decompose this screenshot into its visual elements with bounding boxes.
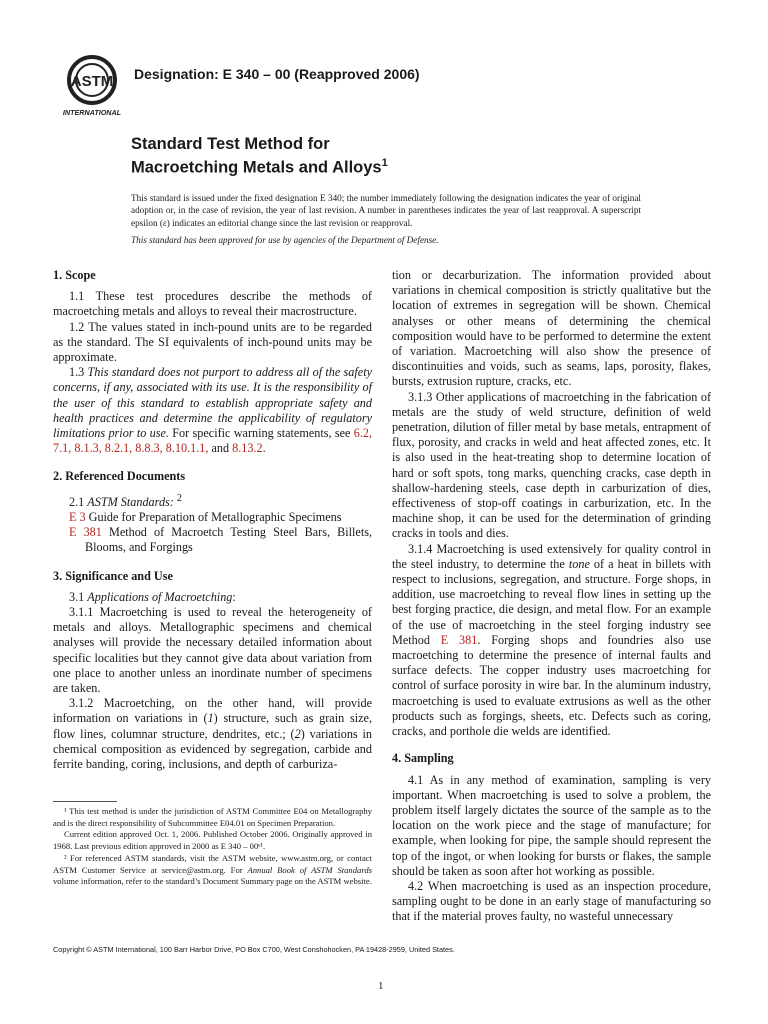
paragraph-1-3: 1.3 This standard does not purport to address all of the safety concerns, if any, associated with its use. It is the responsibility of the user of this standard to establish appropriate safety and health practices and determine the applicability of regulatory limitations prior to use. For specific warning statements, see 6.2, 7.1, 8.1.3, 8.2.1, 8.8.3, 8.10.1.1, and 8.13.2.	[53, 365, 372, 456]
footnote-1b: Current edition approved Oct. 1, 2006. Published October 2006. Originally approved in 1968. Last previous edition approved in 2000 as E 340 – 00ᵉ¹.	[53, 829, 372, 852]
left-column	[53, 268, 372, 772]
paragraph-1-2: 1.2 The values stated in inch-pound units are to be regarded as the standard. The SI equivalents of inch-pound units may be approximate.	[53, 319, 372, 365]
footnote-divider	[53, 801, 117, 802]
designation: Designation: E 340 – 00 (Reapproved 2006)	[134, 66, 420, 82]
paragraph-3-1-3: 3.1.3 Other applications of macroetching in the fabrication of metals are the study of weld structure, definition of weld penetration, dilution of filler metal by base metals, entrapment of flux, porosity, and cracks in weld and heat affected zones, etc. It is also used in the heat-treating shop to determine location of hard or soft spots, tong marks, quenching cracks, case depth in shallow-hardening steels, case depth in carburization of dies, effectiveness of stop-off coatings in carburization, etc. In the machine shop, it can be used for the determination of grinding cracks in tools and dies.	[392, 389, 711, 541]
section-heading-sampling: 4. Sampling	[392, 751, 454, 766]
referenced-doc-e3: E 3 Guide for Preparation of Metallographic Specimens	[69, 509, 342, 524]
paragraph-3-1: 3.1 Applications of Macroetching:	[69, 589, 236, 604]
warning-refs-link[interactable]: 6.2, 7.1, 8.1.3, 8.2.1, 8.8.3, 8.10.1.1,	[53, 426, 372, 456]
warning-ref-link-8-13-2[interactable]: 8.13.2	[232, 441, 263, 456]
paragraph-3-1-2-cont: tion or decarburization. The information provided about variations in chemical composition is strictly qualitative but the location of extremes in segregation will be shown. Chemical analyses or other means of determining the chemical composition would have to be performed to determine the extent of variation. Macroetching will also show the presence of discontinuities and voids, such as seams, laps, porosity, flakes, bursts, extrusion rupture, cracks, etc.	[392, 268, 711, 389]
paragraph-4-1: 4.1 As in any method of examination, sampling is very important. When macroetching is used to solve a problem, the problem itself largely dictates the source of the sample as to the location on the work piece and the stage of manufacture; for example, when looking for pipe, the sample should represent the top of the ingot, or when looking for bursts or flakes, the sample should be taken as soon after hot working as possible.	[392, 772, 711, 878]
paragraph-2-1: 2.1 ASTM Standards: $^2$	[69, 492, 182, 509]
page-number: 1	[378, 980, 384, 992]
copyright-footer: Copyright © ASTM International, 100 Barr Harbor Drive, PO Box C700, West Conshohocken, PA 19428-2959, United States.	[53, 945, 455, 954]
title-line1: Standard Test Method for	[131, 135, 330, 153]
paragraph-3-1-1: 3.1.1 Macroetching is used to reveal the heterogeneity of metals and alloys. Metallographic specimens and chemical analyses will provide the necessary detailed information about specific localities but they cannot give data about variation from one place to another unless an inordinate number of specimens are taken.	[53, 604, 372, 695]
paragraph-3-1-2: 3.1.2 Macroetching, on the other hand, will provide information on variations in (1) structure, such as grain size, flow lines, columnar structure, dendrites, etc.; (2) variations in chemical composition as evidenced by segregation, carbide and ferrite banding, coring, inclusions, and depth of carburiza-	[53, 696, 372, 771]
paragraph-3-1-4: 3.1.4 Macroetching is used extensively for quality control in the steel industry, to determine the tone of a heat in billets with respect to inclusions, segregation, and structure. Forge shops, in addition, use macroetching to reveal flow lines in setting up the best forging practice, die design, and metal flow. For an example of the use of macroetching in the steel forging industry see Method E 381. Forging shops and foundries also use macroetching to determine the presence of internal faults and surface defects. The copper industry uses macroetching for control of surface porosity in wire bar. In the aluminum industry, macroetching is used to evaluate extrusions as well as the other products such as forgings, sheets, etc. Defects such as coring, cracks, and porthole die welds are identified.	[392, 541, 712, 739]
page-title	[131, 135, 388, 178]
logo-text: ASTM	[70, 73, 114, 90]
title-footnote-mark: 1	[381, 157, 388, 169]
title-line2: Macroetching Metals and Alloys$^1$	[131, 157, 388, 177]
intro-notice: This standard is issued under the fixed designation E 340; the number immediately following the designation indicates the year of original adoption or, in the case of revision, the year of last revision. A number in parentheses indicates the year of last reapproval. A superscript epsilon (ε) indicates an editorial change since the last revision or reapproval.	[131, 193, 641, 228]
dod-notice: This standard has been approved for use by agencies of the Department of Defense.	[131, 235, 439, 245]
ref-link-e381-inline[interactable]: E 381	[440, 632, 478, 647]
logo-subtext: INTERNATIONAL	[62, 108, 122, 117]
footnote-1: ¹ This test method is under the jurisdiction of ASTM Committee E04 on Metallography and is the direct responsibility of Subcommittee E04.01 on Specimen Preparation.	[53, 806, 372, 828]
right-column	[392, 268, 711, 925]
paragraph-1-1: 1.1 These test procedures describe the methods of macroetching metals and alloys to reveal their macrostructure.	[53, 289, 372, 319]
ref-link-e381[interactable]: E 381	[69, 525, 102, 540]
astm-logo	[60, 52, 124, 120]
ref-link-e3[interactable]: E 3	[69, 509, 86, 524]
footnotes	[53, 806, 372, 888]
section-heading-referenced-documents: 2. Referenced Documents	[53, 469, 186, 484]
footnote-2: ² For referenced ASTM standards, visit the ASTM website, www.astm.org, or contact ASTM Customer Service at service@astm.org. For Annual Book of ASTM Standards volume information, refer to the standard’s Document Summary page on the ASTM website.	[53, 852, 372, 887]
referenced-doc-e381: E 381 Method of Macroetch Testing Steel Bars, Billets, Blooms, and Forgings	[69, 525, 372, 555]
paragraph-4-2: 4.2 When macroetching is used as an inspection procedure, sampling ought to be done in an early stage of manufacturing so that if the material proves faulty, no wasteful unnecessary	[392, 878, 711, 924]
section-heading-scope: 1. Scope	[53, 268, 96, 282]
section-heading-significance: 3. Significance and Use	[53, 568, 173, 583]
